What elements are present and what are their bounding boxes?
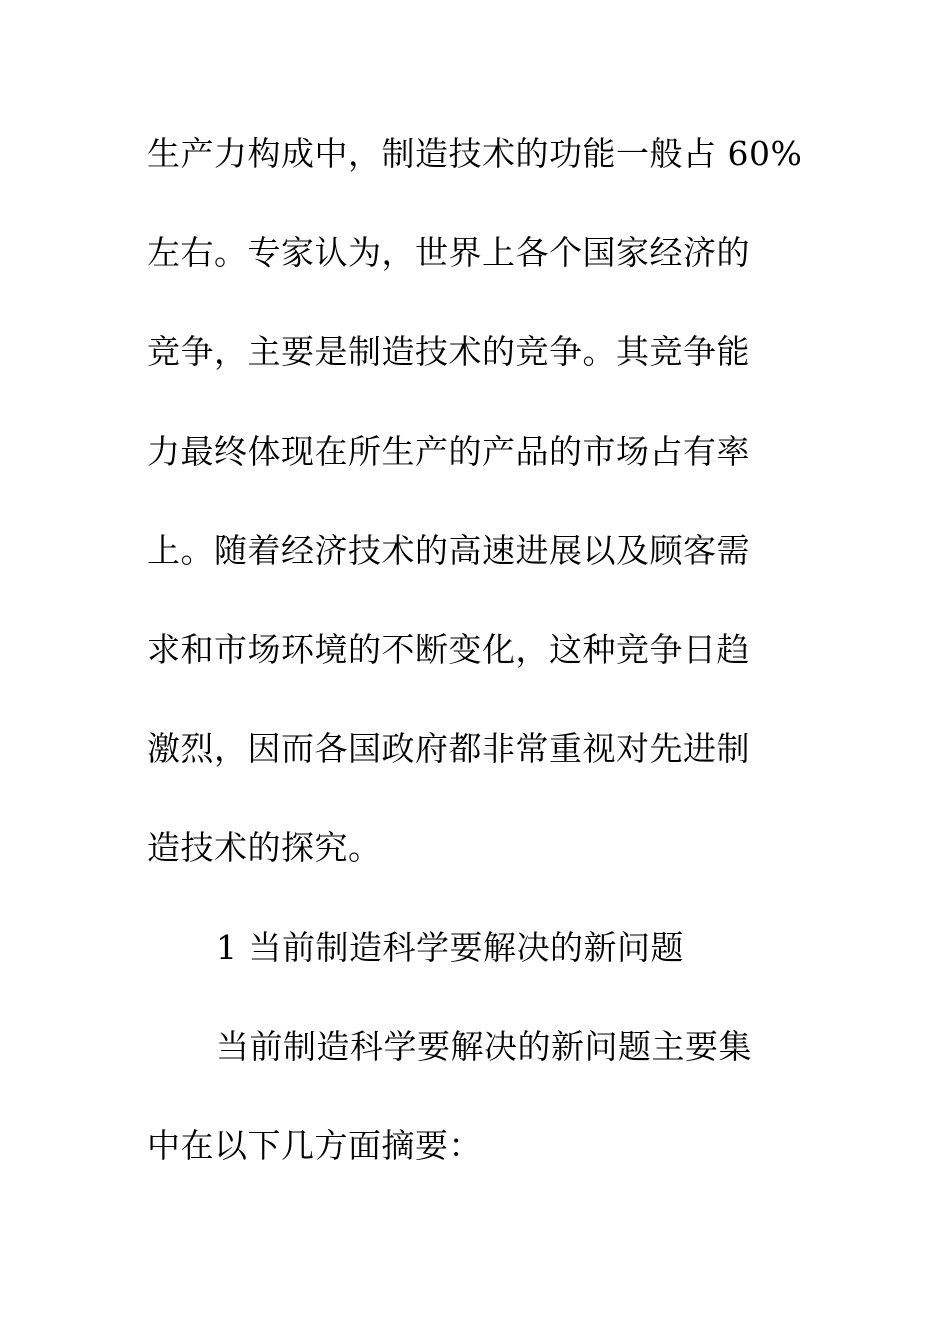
paragraph-line-7: 激烈，因而各国政府都非常重视对先进制 (147, 729, 750, 768)
paragraph-line-3: 竞争，主要是制造技术的竞争。其竞争能 (147, 332, 750, 371)
paragraph-line-5: 上。随着经济技术的高速进展以及顾客需 (147, 531, 750, 570)
paragraph2-line-2: 中在以下几方面摘要： (147, 1126, 482, 1165)
paragraph2-line-1: 当前制造科学要解决的新问题主要集 (216, 1027, 752, 1066)
paragraph-line-1: 生产力构成中，制造技术的功能一般占 60% (147, 134, 803, 173)
section-heading: 1 当前制造科学要解决的新问题 (216, 928, 684, 967)
paragraph-line-6: 求和市场环境的不断变化，这种竞争日趋 (147, 630, 750, 669)
paragraph-line-2: 左右。专家认为，世界上各个国家经济的 (147, 233, 750, 272)
paragraph-line-8: 造技术的探究。 (147, 828, 382, 867)
paragraph-line-4: 力最终体现在所生产的产品的市场占有率 (147, 432, 750, 471)
